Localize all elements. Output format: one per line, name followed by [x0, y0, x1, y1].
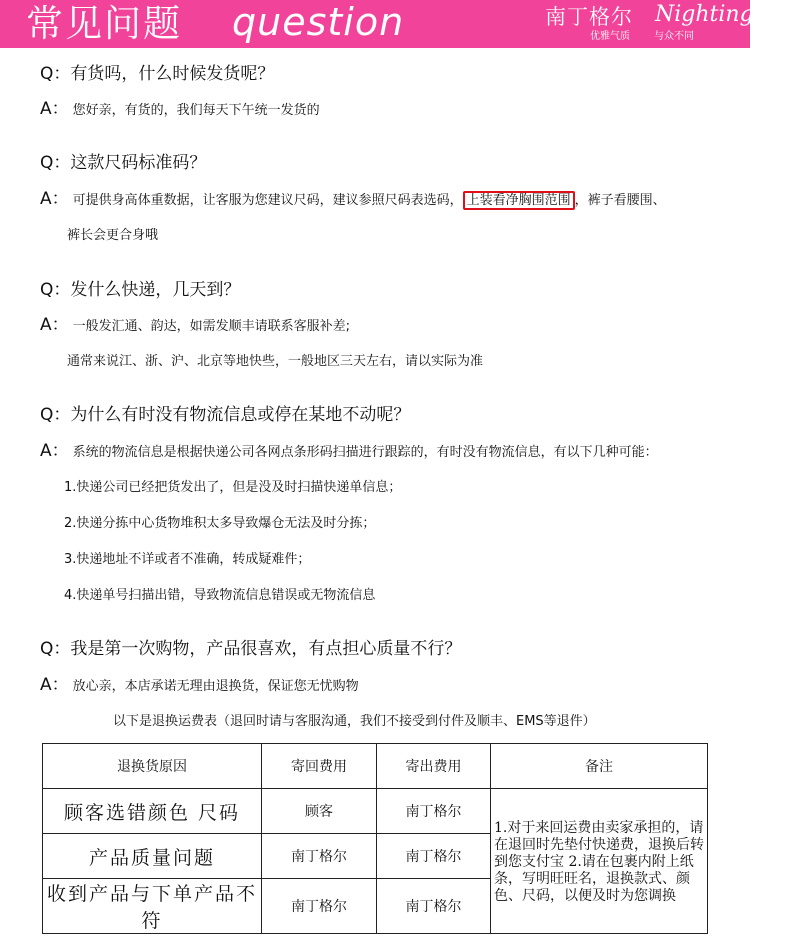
column-header: 备注: [491, 744, 708, 789]
table-cell: 顾客: [262, 789, 377, 834]
a-mark: A：: [40, 315, 69, 335]
table-cell: 南丁格尔: [377, 834, 491, 879]
faq-answer: [40, 675, 359, 697]
answer-text: 系统的物流信息是根据快递公司各网点条形码扫描进行跟踪的，有时没有物流信息，有以下几种可能：: [72, 445, 658, 460]
note-cell: 1.对于来回运费由卖家承担的，请在退回时先垫付快递费，退换后转到您支付宝 2.请在包裹内附上纸条，写明旺旺名，退换款式、颜色、尺码，以便及时为您调换: [491, 789, 708, 934]
question-text: 我是第一次购物，产品很喜欢，有点担心质量不行？: [70, 639, 462, 659]
page-title: 常见问题: [26, 2, 182, 45]
faq-question: [40, 638, 461, 660]
faq-answer: [40, 189, 666, 211]
table-cell: 南丁格尔: [377, 879, 491, 934]
reason-item: 3.快递地址不详或者不准确，转成疑难件；: [64, 552, 311, 567]
reason-item: 1.快递公司已经把货发出了，但是没及时扫描快递单信息；: [64, 480, 402, 495]
table-cell: 南丁格尔: [262, 834, 377, 879]
faq-answer: [40, 99, 320, 121]
answer-text: 您好亲，有货的，我们每天下午统一发货的: [72, 103, 320, 118]
fee-table-caption: 以下是退换运费表（退回时请与客服沟通，我们不接受到付件及顺丰、EMS等退件）: [113, 714, 596, 729]
faq-question: [40, 404, 410, 426]
faq-question: [40, 279, 240, 301]
answer-continuation: 通常来说江、浙、沪、北京等地快些，一般地区三天左右，请以实际为准: [67, 354, 484, 369]
column-header: 寄回费用: [262, 744, 377, 789]
question-text: 为什么有时没有物流信息或停在某地不动呢？: [70, 405, 411, 425]
faq-answer: [40, 315, 350, 337]
q-mark: Q：: [40, 153, 71, 173]
a-mark: A：: [40, 99, 69, 119]
q-mark: Q：: [40, 639, 71, 659]
reason-item: 4.快递单号扫描出错，导致物流信息错误或无物流信息: [64, 588, 376, 603]
answer-text: 一般发汇通、韵达，如需发顺丰请联系客服补差;: [72, 319, 351, 334]
reason-item: 2.快递分拣中心货物堆积太多导致爆仓无法及时分拣；: [64, 516, 376, 531]
brand-name-english: Nightingale: [655, 2, 787, 27]
column-header: 退换货原因: [43, 744, 262, 789]
return-fee-table: [42, 743, 708, 934]
a-mark: A：: [40, 675, 69, 695]
answer-text: 放心亲，本店承诺无理由退换货，保证您无忧购物: [72, 679, 359, 694]
table-header-row: [43, 744, 708, 789]
a-mark: A：: [40, 441, 69, 461]
question-text: 这款尺码标准码？: [70, 153, 207, 173]
q-mark: Q：: [40, 280, 71, 300]
question-text: 有货吗，什么时候发货呢？: [70, 64, 275, 84]
brand-slogan-2: 与众不同: [654, 31, 694, 42]
brand-slogan-1: 优雅气质: [590, 31, 630, 42]
page-title-english: question: [232, 0, 405, 44]
table-cell: 南丁格尔: [377, 789, 491, 834]
faq-answer: [40, 441, 658, 463]
table-cell: 顾客选错颜色 尺码: [43, 789, 262, 834]
header-banner: [0, 0, 787, 48]
question-text: 发什么快递，几天到？: [70, 280, 241, 300]
highlighted-answer-text: 上装看净胸围范围: [463, 191, 575, 210]
column-header: 寄出费用: [377, 744, 491, 789]
answer-text-tail: ，裤子看腰围、: [574, 193, 666, 208]
faq-question: [40, 63, 274, 85]
a-mark: A：: [40, 189, 69, 209]
table-cell: 产品质量问题: [43, 834, 262, 879]
table-cell: 南丁格尔: [262, 879, 377, 934]
q-mark: Q：: [40, 64, 71, 84]
table-row: [43, 789, 708, 834]
answer-text: 可提供身高体重数据，让客服为您建议尺码，建议参照尺码表选码，: [72, 193, 463, 208]
table-cell: 收到产品与下单产品不符: [43, 879, 262, 934]
faq-question: [40, 152, 206, 174]
brand-name: 南丁格尔: [545, 5, 633, 29]
answer-continuation: 裤长会更合身哦: [67, 228, 159, 243]
q-mark: Q：: [40, 405, 71, 425]
